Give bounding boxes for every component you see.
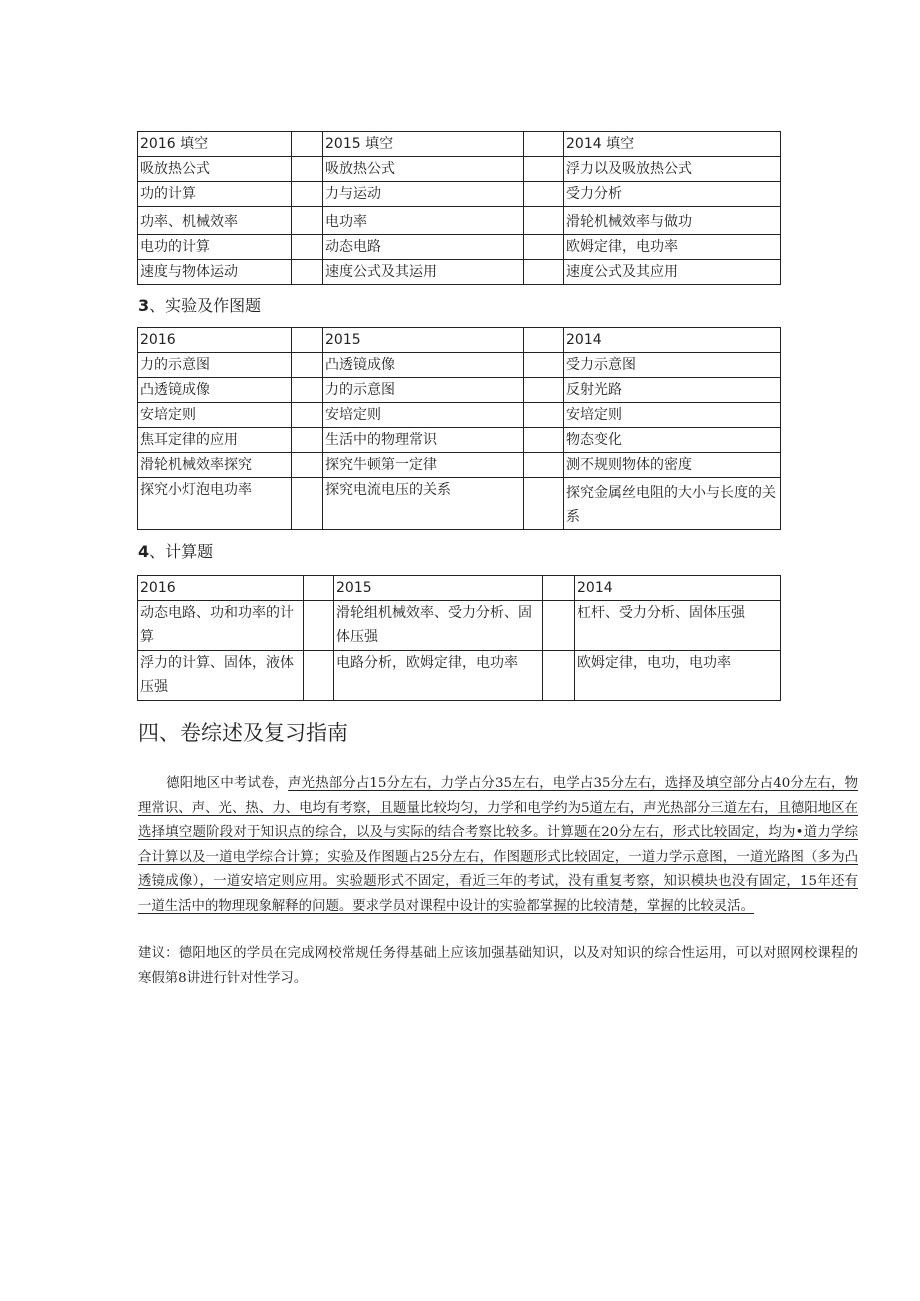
table-row: 浮力的计算、固体，液体压强 电路分析，欧姆定律，电功率 欧姆定律，电功，电功率 [138,651,781,701]
table-row: 凸透镜成像 力的示意图 反射光路 [138,378,781,403]
table-row: 吸放热公式 吸放热公式 浮力以及吸放热公式 [138,157,781,182]
header-2016: 2016 [138,328,292,353]
table-header-row [138,328,781,353]
table-row: 动态电路、功和功率的计算 滑轮组机械效率、受力分析、固体压强 杠杆、受力分析、固体压强 [138,601,781,651]
header-2015: 2015 填空 [323,132,524,157]
table-row: 速度与物体运动 速度公式及其运用 速度公式及其应用 [138,260,781,285]
header-2014: 2014 [575,576,781,601]
table-header-row [138,576,781,601]
advice-paragraph: 建议：德阳地区的学员在完成网校常规任务得基础上应该加强基础知识，以及对知识的综合性运用，可以对照网校课程的寒假第8讲进行针对性学习。 [138,946,858,986]
summary-underlined-text: 声光热部分占15分左右，力学占分35左右，电学占35分左右，选择及填空部分占40分左右，物理常识、声、光、热、力、电均有考察，且题量比较均匀，力学和电学约为5道左右，声光热部分三道左右，且德阳地区在选择填空题阶段对于知识点的综合，以及与实际的结合考察比较多。计算题在20分左右，形式比较固定，均为•道力学综合计算以及一道电学综合计算；实验及作图题占25分左右，作图题形式比较固定，一道力学示意图，一道光路图（多为凸透镜成像），一道安培定则应用。实验题形式不固定，看近三年的考试，没有重复考察，知识模块也没有固定，15年还有一道生活中的物理现象解释的问题。要求学员对课程中设计的实验都掌握的比较清楚，掌握的比较灵活。 [138,776,859,914]
fill-in-table [137,131,781,285]
header-2014: 2014 填空 [564,132,781,157]
header-2015: 2015 [334,576,543,601]
table-row: 力的示意图 凸透镜成像 受力示意图 [138,353,781,378]
experiment-table [137,327,781,530]
table-row: 焦耳定律的应用 生活中的物理常识 物态变化 [138,428,781,453]
summary-lead: 德阳地区中考试卷， [166,776,289,791]
section-4-heading: 4、计算题 [138,542,214,561]
table-row: 探究小灯泡电功率 探究电流电压的关系 探究金属丝电阻的大小与长度的关系 [138,478,781,530]
table-header-row [138,132,781,157]
table-row: 功率、机械效率 电功率 滑轮机械效率与做功 [138,207,781,235]
header-2015: 2015 [323,328,524,353]
header-2016: 2016 填空 [138,132,292,157]
header-2016: 2016 [138,576,304,601]
section-3-heading: 3、实验及作图题 [138,296,262,315]
header-2014: 2014 [564,328,781,353]
table-row: 安培定则 安培定则 安培定则 [138,403,781,428]
table-row: 滑轮机械效率探究 探究牛顿第一定律 测不规则物体的密度 [138,453,781,478]
table-row: 电功的计算 动态电路 欧姆定律，电功率 [138,235,781,260]
summary-paragraph [138,772,858,919]
table-row: 功的计算 力与运动 受力分析 [138,182,781,207]
calculation-table [137,575,781,701]
section-four-title: 四、卷综述及复习指南 [138,721,348,745]
